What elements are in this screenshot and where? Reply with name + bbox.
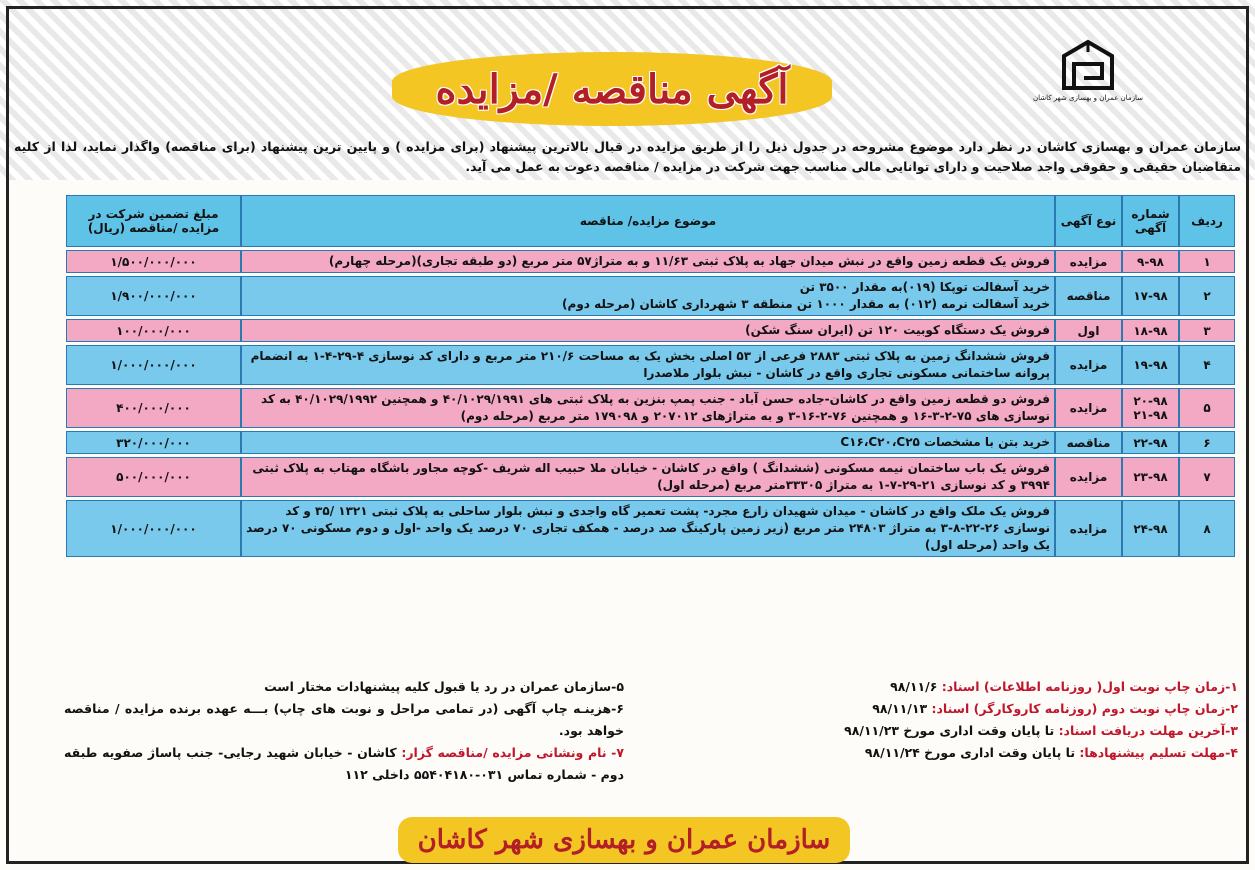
cell-ad-number: ۱۸-۹۸ [1122, 319, 1179, 342]
note-2-label: ۲-زمان چاپ نوبت دوم (روزنامه کاروکارگر) اسناد: [931, 701, 1238, 716]
table-row [66, 457, 1235, 497]
cell-ad-type: مزایده [1055, 345, 1122, 385]
cell-ad-type: مزایده [1055, 457, 1122, 497]
header-ad-number: شماره آگهی [1122, 195, 1179, 247]
header-subject: موضوع مزایده/ مناقصه [241, 195, 1055, 247]
cell-subject: فروش یک دستگاه کوبیت ۱۲۰ تن (ایران سنگ شکن) [241, 319, 1055, 342]
cell-guarantee: ۱/۵۰۰/۰۰۰/۰۰۰ [66, 250, 241, 273]
cell-ad-number: ۱۷-۹۸ [1122, 276, 1179, 316]
note-4-label: ۴-مهلت تسلیم پیشنهادها: [1079, 745, 1238, 760]
note-4-value: تا پایان وقت اداری مورخ ۹۸/۱۱/۲۴ [864, 745, 1076, 760]
cell-row-number: ۸ [1179, 500, 1235, 557]
cell-row-number: ۵ [1179, 388, 1235, 428]
cell-guarantee: ۱/۹۰۰/۰۰۰/۰۰۰ [66, 276, 241, 316]
cell-ad-type: اول [1055, 319, 1122, 342]
note-1-value: ۹۸/۱۱/۶ [890, 679, 938, 694]
note-2 [690, 698, 1238, 720]
cell-row-number: ۷ [1179, 457, 1235, 497]
note-5: ۵-سازمان عمران در رد یا قبول کلیه پیشنهادات مختار است [264, 679, 624, 694]
cell-subject: فروش یک ملک واقع در کاشان - میدان شهیدان زارع مجرد- پشت تعمیر گاه واجدی و نبش بلوار ساحلی به پلاک ثبتی ۱۳۲۱ /۳۵ و کد نوسازی ۲۶-۲۲-۸-۳ به متراژ ۲۴۸۰۳ متر مربع (زیر زمین پارکینگ صد درصد - همکف تجاری ۷۰ درصد یک واحد -اول و دوم مسکونی ۷۰ درصد یک واحد (مرحله اول) [241, 500, 1055, 557]
notes-dates [690, 676, 1238, 764]
organization-logo [1032, 38, 1144, 116]
cell-ad-number: ۲۳-۹۸ [1122, 457, 1179, 497]
note-7 [64, 742, 624, 786]
building-logo-icon [1058, 38, 1118, 90]
table-body [66, 250, 1235, 557]
cell-row-number: ۴ [1179, 345, 1235, 385]
cell-guarantee: ۱/۰۰۰/۰۰۰/۰۰۰ [66, 345, 241, 385]
cell-row-number: ۳ [1179, 319, 1235, 342]
intro-paragraph: سازمان عمران و بهسازی کاشان در نظر دارد موضوع مشروحه در جدول ذیل را از طریق مزایده در قبال بالاترین پیشنهاد (برای مزایده ) و پایین ترین پیشنهاد (برای مناقصه) واگذار نماید، لذا از کلیه متقاضیان حقیقی و حقوقی واجد صلاحیت و دارای توانایی مالی مناسب جهت شرکت در مزایده / مناقصه دعوت به عمل می آید. [14, 139, 1241, 174]
cell-guarantee: ۱/۰۰۰/۰۰۰/۰۰۰ [66, 500, 241, 557]
table-row [66, 250, 1235, 273]
tender-table [66, 192, 1235, 560]
cell-ad-number: ۹-۹۸ [1122, 250, 1179, 273]
cell-ad-number: ۲۲-۹۸ [1122, 431, 1179, 454]
table-row [66, 345, 1235, 385]
cell-guarantee: ۱۰۰/۰۰۰/۰۰۰ [66, 319, 241, 342]
cell-ad-type: مزایده [1055, 388, 1122, 428]
note-1-label: ۱-زمان چاپ نوبت اول( روزنامه اطلاعات) اسناد: [941, 679, 1238, 694]
header-row-number: ردیف [1179, 195, 1235, 247]
cell-subject: فروش ششدانگ زمین به پلاک ثبتی ۲۸۸۳ فرعی از ۵۳ اصلی بخش یک به مساحت ۲۱۰/۶ متر مربع و دارای کد نوسازی ۴-۲۹-۴-۱ به انضمام پروانه ساختمانی مسکونی تجاری واقع در کاشان - نبش بلوار ملاصدرا [241, 345, 1055, 385]
cell-row-number: ۱ [1179, 250, 1235, 273]
cell-ad-number: ۱۹-۹۸ [1122, 345, 1179, 385]
note-4 [690, 742, 1238, 764]
note-6: ۶-هزینـه چاپ آگهی (در تمامی مراحل و نوبت های چاپ) بـــه عهده برنده مزایده / مناقصه خواهد بود. [64, 701, 624, 738]
cell-row-number: ۲ [1179, 276, 1235, 316]
header-ad-type: نوع آگهی [1055, 195, 1122, 247]
note-3 [690, 720, 1238, 742]
cell-ad-type: مزایده [1055, 250, 1122, 273]
cell-ad-type: مناقصه [1055, 431, 1122, 454]
note-2-value: ۹۸/۱۱/۱۳ [872, 701, 928, 716]
table-row [66, 500, 1235, 557]
note-7-value: کاشان - خیابان شهید رجایی- جنب پاساژ صفویه طبقه دوم - شماره تماس ۰۳۱-۵۵۴۰۴۱۸۰ داخلی ۱۱۲ [64, 745, 624, 782]
cell-ad-number: ۲۴-۹۸ [1122, 500, 1179, 557]
cell-subject: خرید بتن با مشخصات C۱۶،C۲۰،C۲۵ [241, 431, 1055, 454]
logo-caption: سازمان عمران و بهسازی شهر کاشان [1032, 94, 1144, 102]
cell-guarantee: ۴۰۰/۰۰۰/۰۰۰ [66, 388, 241, 428]
cell-guarantee: ۵۰۰/۰۰۰/۰۰۰ [66, 457, 241, 497]
footer-band [398, 817, 850, 863]
note-7-label: ۷- نام ونشانی مزایده /مناقصه گزار: [401, 745, 624, 760]
header-guarantee: مبلغ تضمین شرکت در مزایده /مناقصه (ریال) [66, 195, 241, 247]
table-row [66, 431, 1235, 454]
table-row [66, 388, 1235, 428]
page-title: آگهی مناقصه /مزایده [435, 65, 789, 113]
cell-subject: خرید آسفالت توپکا (۰۱۹)به مقدار ۳۵۰۰ تن خرید آسفالت نرمه (۰۱۲) به مقدار ۱۰۰۰ تن منطقه ۳ شهرداری کاشان (مرحله دوم) [241, 276, 1055, 316]
table-row [66, 276, 1235, 316]
note-1 [690, 676, 1238, 698]
cell-ad-number: ۲۰-۹۸ ۲۱-۹۸ [1122, 388, 1179, 428]
cell-guarantee: ۳۲۰/۰۰۰/۰۰۰ [66, 431, 241, 454]
note-3-value: تا پایان وقت اداری مورخ ۹۸/۱۱/۲۳ [844, 723, 1055, 738]
table-row [66, 319, 1235, 342]
table-header-row [66, 195, 1235, 247]
cell-subject: فروش یک قطعه زمین واقع در نبش میدان جهاد به پلاک ثبتی ۱۱/۶۳ و به متراژ۵۷ متر مربع (دو طبقه تجاری)(مرحله چهارم) [241, 250, 1055, 273]
cell-subject: فروش یک باب ساختمان نیمه مسکونی (ششدانگ ) واقع در کاشان - خیابان ملا حبیب اله شریف -کوچه مجاور باشگاه مهتاب به پلاک ثبتی ۳۹۹۴ و کد نوسازی ۲۱-۲۹-۷-۱ به متراژ ۳۳۳۰۵متر مربع (مرحله اول) [241, 457, 1055, 497]
title-badge [392, 52, 832, 126]
cell-row-number: ۶ [1179, 431, 1235, 454]
note-3-label: ۳-آخرین مهلت دریافت اسناد: [1058, 723, 1238, 738]
notes-conditions [64, 676, 624, 786]
cell-subject: فروش دو قطعه زمین واقع در کاشان-جاده حسن آباد - جنب پمپ بنزین به پلاک ثبتی های ۴۰/۱۰۲۹/۱۹۹۱ و همچنین ۴۰/۱۰۲۹/۱۹۹۲ به کد نوسازی های ۷۵-۲-۳-۱۶ و همچنین ۷۶-۲-۱۶-۳ و به متراژهای ۲۰۷۰۱۲ و ۱۷۹۰۹۸ متر مربع (مرحله دوم) [241, 388, 1055, 428]
cell-ad-type: مناقصه [1055, 276, 1122, 316]
footer-organization: سازمان عمران و بهسازی شهر کاشان [417, 825, 831, 855]
cell-ad-type: مزایده [1055, 500, 1122, 557]
